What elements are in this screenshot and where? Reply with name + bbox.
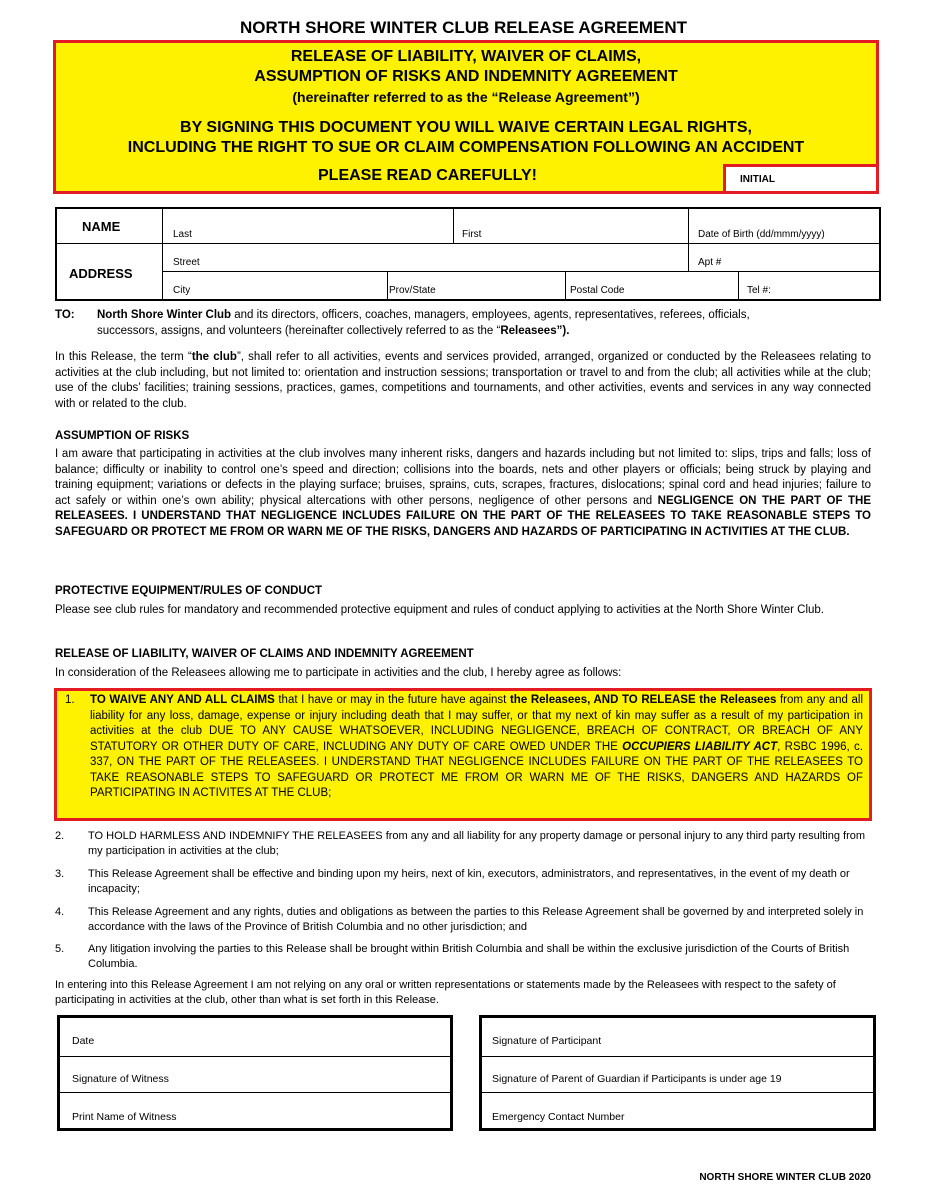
org-name: North Shore Winter Club: [97, 309, 232, 321]
document-title: NORTH SHORE WINTER CLUB RELEASE AGREEMENT: [239, 18, 688, 37]
equipment-heading: PROTECTIVE EQUIPMENT/RULES OF CONDUCT: [55, 585, 323, 597]
clause-number: 3.: [55, 868, 65, 880]
banner-line-2: ASSUMPTION OF RISKS AND INDEMNITY AGREEMENT: [254, 68, 678, 85]
apt-field[interactable]: Apt #: [698, 257, 722, 268]
banner-line-1: RELEASE OF LIABILITY, WAIVER OF CLAIMS,: [290, 48, 642, 65]
prov-state-field[interactable]: Prov/State: [389, 285, 436, 296]
releasees-term: Releasees: [500, 324, 557, 337]
clause-number: 4.: [55, 906, 65, 918]
clause-1-text-1: that I have or may in the future have against: [274, 694, 510, 706]
banner-line-3: (hereinafter referred to as the “Release Agreement”): [292, 89, 640, 105]
clause-number: 5.: [55, 943, 65, 955]
banner-please-read: PLEASE READ CAREFULLY!: [318, 167, 537, 184]
footer-text: NORTH SHORE WINTER CLUB 2020: [699, 1172, 871, 1183]
clause-item: [55, 942, 871, 972]
clause-item: [55, 905, 871, 935]
release-intro: In consideration of the Releasees allowing me to participate in activities and the club, I hereby agree as follows:: [55, 667, 622, 679]
to-text-3: ”).: [556, 324, 570, 337]
name-label: NAME: [82, 219, 121, 234]
equipment-paragraph: Please see club rules for mandatory and recommended protective equipment and rules of conduct applying to activities at the North Shore Winter Club.: [55, 604, 824, 616]
intro-term: the club: [191, 351, 237, 363]
participant-signature-field[interactable]: Signature of Participant: [492, 1035, 602, 1047]
to-text-2: successors, assigns, and volunteers (hereinafter collectively referred to as the “: [97, 324, 501, 337]
risks-paragraph: [55, 447, 871, 540]
clause-1-highlight: [54, 688, 872, 821]
occupiers-liability-act: OCCUPIERS LIABILITY ACT: [622, 740, 778, 753]
clause-number: 2.: [55, 830, 65, 842]
first-name-field[interactable]: First: [462, 229, 482, 240]
clause-text: This Release Agreement and any rights, duties and obligations as between the parties to this Release Agreement shall be governed by and interpreted solely in accordance with the laws of the Province of British Columbia and no other jurisdiction; and: [88, 906, 864, 933]
date-field[interactable]: Date: [72, 1035, 95, 1047]
address-label: ADDRESS: [69, 266, 133, 281]
witness-signature-field[interactable]: Signature of Witness: [72, 1073, 169, 1085]
clause-1-bold-1: TO WAIVE ANY AND ALL CLAIMS: [90, 694, 275, 706]
postal-code-field[interactable]: Postal Code: [570, 285, 625, 296]
to-label: TO:: [55, 309, 75, 321]
clause-item: [55, 867, 871, 897]
initial-label: INITIAL: [740, 174, 775, 185]
city-field[interactable]: City: [173, 285, 191, 296]
warning-banner: [53, 40, 879, 194]
street-field[interactable]: Street: [173, 257, 200, 268]
intro-paragraph: [55, 350, 871, 412]
clause-1-text-3: , RSBC 1996, c. 337, ON THE PART OF THE RELEASEES. I UNDERSTAND THAT NEGLIGENCE INCLUDES FAILURE ON THE PART OF THE RELEASEES TO TAKE REASONABLE STEPS TO SAFEGUARD OR PROTECT ME FROM OR WARN ME OF THE RISKS, DANGERS AND HAZARDS OF PARTICIPATING IN ACTIVITES AT THE CLUB;: [90, 740, 863, 799]
to-text-1: and its directors, officers, coaches, managers, employees, agents, representatives, referees, officials,: [231, 309, 750, 321]
telephone-field[interactable]: Tel #:: [747, 285, 771, 296]
clause-1-bold-2: the Releasees, AND TO RELEASE the Releasees: [509, 694, 777, 706]
clause-text: This Release Agreement shall be effective and binding upon my heirs, next of kin, executors, administrators, and representatives, in the event of my death or incapacity;: [88, 868, 850, 895]
banner-line-4: BY SIGNING THIS DOCUMENT YOU WILL WAIVE CERTAIN LEGAL RIGHTS,: [180, 119, 752, 136]
to-paragraph: [55, 308, 871, 339]
banner-line-5: INCLUDING THE RIGHT TO SUE OR CLAIM COMPENSATION FOLLOWING AN ACCIDENT: [127, 139, 805, 156]
witness-signature-box: [57, 1015, 453, 1131]
risks-heading: ASSUMPTION OF RISKS: [55, 430, 190, 442]
clause-text: Any litigation involving the parties to this Release shall be brought within British Columbia and shall be within the exclusive jurisdiction of the Courts of British Columbia.: [88, 943, 850, 970]
date-of-birth-field[interactable]: Date of Birth (dd/mmm/yyyy): [698, 229, 825, 240]
intro-post: ”, shall refer to all activities, events and services provided, arranged, organized or conducted by the Releasees relating to activities at the club including, but not limited to: orientation and instruction sessions; transportation or travel to and from the club; all activities while at the club; use of the clubs’ facilities; training sessions, practices, games, competitions and tournaments, and other activities, events and services in any way connected with or related to the club.: [55, 351, 872, 410]
risks-text: I am aware that participating in activities at the club involves many inherent risks, dangers and hazards including but not limited to: slips, trips and falls; loss of balance; difficulty or inability to control one’s speed and direction; collisions into the boards, nets and other players or officials; being struck by playing and training equipment; variations or defects in the playing surface; bruises, sprains, cuts, scrapes, fractures, dislocations; spinal cord and head injuries; failure to act safely or within one’s own ability; physical altercations with other persons, negligence of other persons and: [55, 448, 871, 507]
clause-item: [55, 829, 871, 859]
participant-signature-box: [479, 1015, 876, 1131]
guardian-signature-field[interactable]: Signature of Parent of Guardian if Participants is under age 19: [492, 1073, 782, 1085]
last-name-field[interactable]: Last: [173, 229, 192, 240]
clause-text: TO HOLD HARMLESS AND INDEMNIFY THE RELEASEES from any and all liability for any property damage or personal injury to any third party resulting from my participation in activities at the club;: [88, 830, 866, 857]
closing-paragraph: In entering into this Release Agreement I am not relying on any oral or written representations or statements made by the Releasees with respect to the safety of participating in activities at the club, other than what is set forth in this Release.: [55, 979, 836, 1006]
initial-box[interactable]: [723, 164, 879, 194]
release-heading: RELEASE OF LIABILITY, WAIVER OF CLAIMS AND INDEMNITY AGREEMENT: [55, 648, 474, 660]
emergency-contact-field[interactable]: Emergency Contact Number: [492, 1111, 625, 1123]
clause-1-text: [65, 693, 863, 802]
clause-1-text-2: from any and all liability for any loss, damage, expense or injury including death that I may suffer, or that my next of kin may suffer as a result of my participation in activities at the club DUE TO ANY CAUSE WHATSOEVER, INCLUDING NEGLIGENCE, BREACH OF CONTRACT, OR BREACH OF ANY STATUTORY OR OTHER DUTY OF CARE, INCLUDING ANY DUTY OF CARE OWED UNDER THE: [90, 694, 864, 753]
participant-info-form: [55, 207, 881, 301]
intro-pre: In this Release, the term “: [55, 351, 192, 363]
witness-print-name-field[interactable]: Print Name of Witness: [72, 1111, 177, 1123]
risks-bold-text: NEGLIGENCE ON THE PART OF THE RELEASEES. I UNDERSTAND THAT NEGLIGENCE INCLUDES FAILURE ON THE PART OF THE RELEASEES TO TAKE REASONABLE STEPS TO SAFEGUARD OR PROTECT ME FROM OR WARN ME OF THE RISKS, DANGERS AND HAZARDS OF PARTICIPATING IN ACTIVITIES AT THE CLUB.: [55, 494, 871, 538]
clause-1-number: 1.: [65, 694, 75, 706]
